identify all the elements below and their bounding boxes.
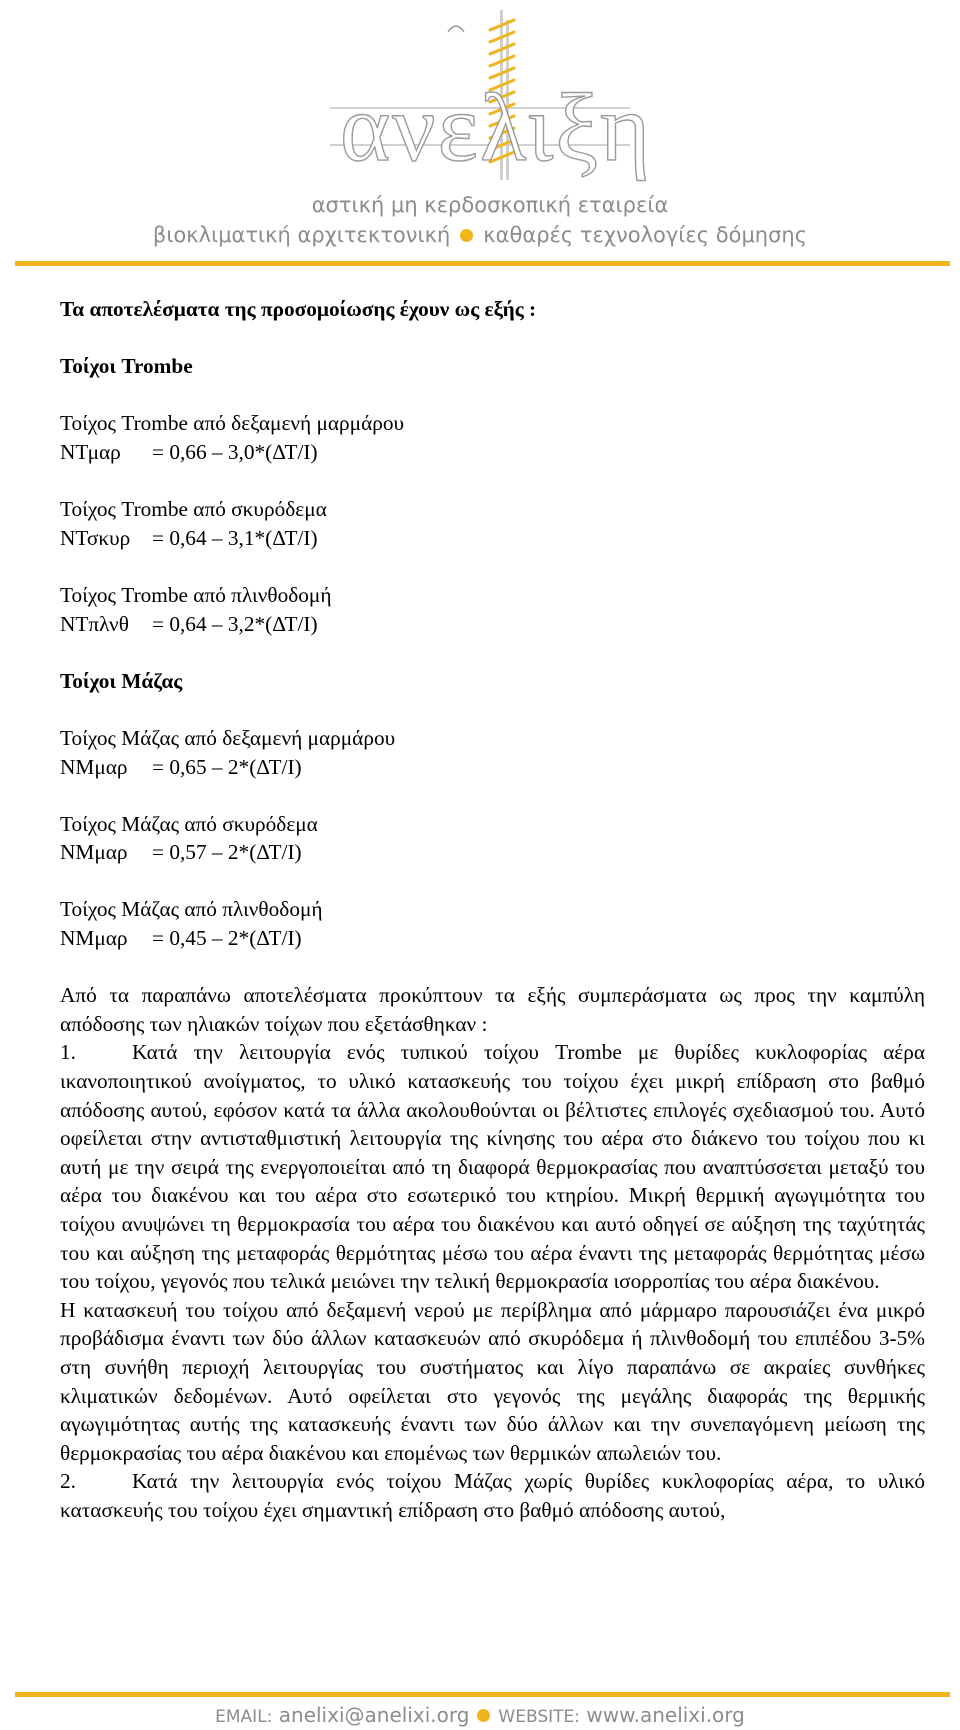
conclusion-point-1: 1. Κατά την λειτουργία ενός τυπικού τοίχου Trombe με θυρίδες κυκλοφορίας αέρα ικανοποιητικού ανοίγματος, το υλικό κατασκευής του τοίχου έχει μικρή επίδραση στο βαθμό απόδοσης αυτού, εφόσον κατά τα άλλα ακολουθούνται οι βέλτιστες επιλογές σχεδιασμού του. Αυτό οφείλεται στην αντισταθμιστική λειτουργία της κίνησης του αέρα στο διάκενο του τοίχου που κι αυτή με την σειρά της ενεργοποιείται από τη διαφορά θερμοκρασίας που αναπτύσσεται μεταξύ του αέρα του διακένου και του αέρα στο εσωτερικό του κτηρίου. Μικρή θερμική αγωγιμότητα του τοίχου ανυψώνει τη θερμοκρασία του αέρα του διακένου και αυτό οδηγεί σε αύξηση της ταχύτητάς του και αύξηση της μεταφοράς θερμότητας μέσω του αέρα έναντι της μεταφοράς θερμότητας μέσω του τοίχου, γεγονός που τελικά μειώνει την τελική θερμοκρασία ισορροπίας του αέρα διακένου. [60,1040,925,1294]
email-label: EMAIL: [215,1707,273,1727]
logo-wordmark: ανελιξη [340,74,653,181]
conclusion-point-2: 2. Κατά την λειτουργία ενός τοίχου Μάζας χωρίς θυρίδες κυκλοφορίας αέρα, το υλικό κατασκευής του τοίχου έχει σημαντική επίδραση στο βαθμό απόδοσης αυτού, [60,1469,925,1522]
tagline-company: αστική μη κερδοσκοπική εταιρεία [311,193,669,217]
bullet-dot-icon [477,1709,490,1722]
mass-marble-label: Τοίχος Μάζας από δεξαμενή μαρμάρου [60,725,396,750]
tagline-clean-tech: καθαρές τεχνολογίες δόμησης [483,223,808,247]
document-body [60,295,925,1525]
mass-brick-equation: ΝΜμαρ = 0,45 – 2*(ΔΤ/Ι) [60,926,302,951]
mass-brick-label: Τοίχος Μάζας από πλινθοδομή [60,897,323,922]
bullet-dot-icon [460,229,473,242]
conclusions-intro: Από τα παραπάνω αποτελέσματα προκύπτουν τα εξής συμπεράσματα ως προς την καμπύλη απόδοσης των ηλιακών τοίχων που εξετάσθηκαν : [60,983,925,1036]
footer-contact [0,1703,960,1727]
letterhead [0,0,960,270]
tagline-bioclimatic: βιοκλιματική αρχιτεκτονική [152,223,451,247]
tagline-fields [0,223,960,247]
trombe-concrete-equation: ΝΤσκυρ = 0,64 – 3,1*(ΔΤ/Ι) [60,525,318,550]
conclusion-point-1-continued: Η κατασκευή του τοίχου από δεξαμενή νερού με περίβλημα από μάρμαρο παρουσιάζει ένα μικρό προβάδισμα έναντι των δύο άλλων κατασκευών από σκυρόδεμα ή πλινθοδομή του επιπέδου 3-5% στη συνήθη περιοχή λειτουργίας του συστήματος και λίγο παραπάνω σε ακραίες συνθήκες κλιματικών δεδομένων. Αυτό οφείλεται στο γεγονός της μεγάλης διαφοράς της θερμικής αγωγιμότητας αυτής της κατασκευής έναντι των δύο άλλων και την συνεπαγόμενη μείωση της θερμοκρασίας του αέρα διακένου και επομένως των θερμικών απωλειών του. [60,1297,925,1465]
website-link[interactable]: www.anelixi.org [586,1703,745,1727]
mass-concrete-label: Τοίχος Μάζας από σκυρόδεμα [60,811,318,836]
trombe-concrete-label: Τοίχος Trombe από σκυρόδεμα [60,497,327,522]
header-divider [15,261,950,266]
trombe-brick-label: Τοίχος Trombe από πλινθοδομή [60,582,332,607]
trombe-marble-equation: ΝΤμαρ = 0,66 – 3,0*(ΔΤ/Ι) [60,439,318,464]
website-label: WEBSITE: [498,1707,580,1727]
trombe-marble-label: Τοίχος Trombe από δεξαμενή μαρμάρου [60,411,405,436]
footer-divider [15,1692,950,1697]
section-title-trombe: Τοίχοι Trombe [60,354,193,379]
section-title-mass: Τοίχοι Μάζας [60,668,183,693]
email-link[interactable]: anelixi@anelixi.org [278,1703,470,1727]
mass-concrete-equation: ΝΜμαρ = 0,57 – 2*(ΔΤ/Ι) [60,840,302,865]
intro-heading: Τα αποτελέσματα της προσομοίωσης έχουν ως εξής : [60,297,537,321]
trombe-brick-equation: ΝΤπλνθ = 0,64 – 3,2*(ΔΤ/Ι) [60,611,318,636]
mass-marble-equation: ΝΜμαρ = 0,65 – 2*(ΔΤ/Ι) [60,754,302,779]
